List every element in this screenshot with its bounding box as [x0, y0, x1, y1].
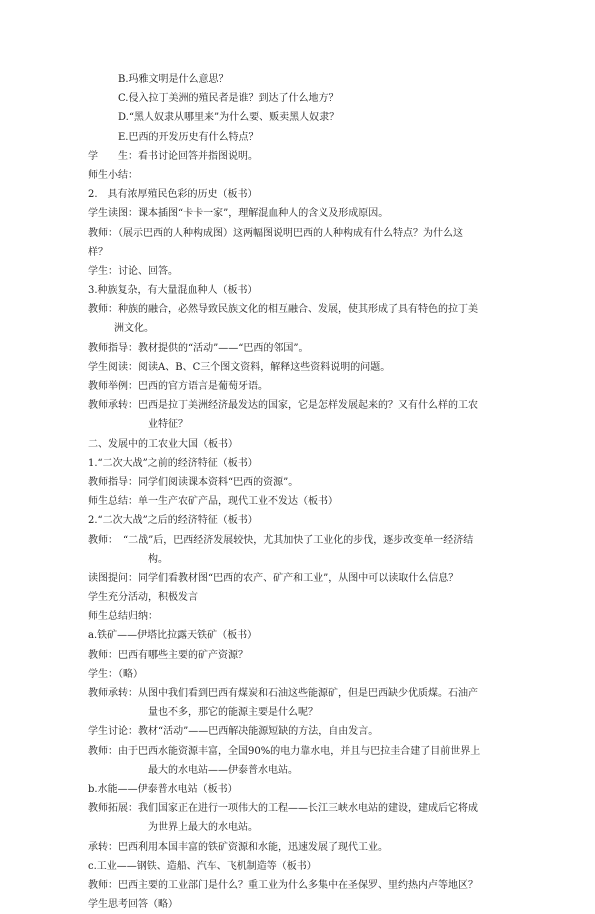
teacher-energy-transition: 教师承转：从图中我们看到巴西有煤炭和石油这些能源矿，但是巴西缺少优质煤。石油产 [88, 688, 478, 699]
teacher-culture-cont: 洲文化。 [114, 323, 154, 335]
student-participation: 学生充分活动，积极发言 [88, 592, 198, 604]
teacher-hydropower-cont: 最大的水电站——伊泰普水电站。 [148, 764, 298, 776]
student-omitted: 学生：（略） [88, 668, 143, 680]
map-reading-question: 读图提问：同学们看教材图“巴西的农产、矿产和工业”，从图中可以读取什么信息？ [88, 572, 459, 584]
heading-prewar-economy: 1.“二次大战”之前的经济特征（板书） [88, 457, 258, 469]
section-heading-economy: 二、发展中的工农业大国（板书） [88, 438, 238, 450]
heading-colonial-history: 2. 具有浓厚殖民色彩的历史（板书） [88, 189, 258, 201]
lesson-plan-text [88, 70, 508, 914]
student-reading: 学生阅读：阅读A、B、C三个图文资料，解释这些资料说明的问题。 [88, 361, 391, 373]
teacher-race-question: 教师：（展示巴西的人种构成图）这两幅图说明巴西的人种构成有什么特点？为什么这 [88, 227, 463, 239]
teacher-guide-resources: 教师指导：同学们阅读课本资料“巴西的资源”。 [88, 476, 299, 488]
summary-prewar: 师生总结：单一生产农矿产品，现代工业不发达（板书） [88, 496, 338, 508]
teacher-postwar: 教师： “二战”后，巴西经济发展较快，尤其加快了工业化的步伐，逐步改变单一经济结 [88, 534, 474, 546]
teacher-three-gorges: 教师拓展：我们国家正在进行一项伟大的工程——长江三峡水电站的建设，建成后它将成 [88, 803, 478, 815]
heading-iron-ore: a.铁矿——伊塔比拉露天铁矿（板书） [88, 630, 258, 642]
student-think-answer: 学生思考回答（略） [88, 899, 178, 911]
teacher-guide-neighbors: 教师指导：教材提供的“活动”——“巴西的邻国”。 [88, 342, 309, 354]
student-activity: 学 生：看书讨论回答并指图说明。 [88, 150, 258, 162]
summary-label-2: 师生总结归纳： [88, 611, 158, 623]
teacher-energy-transition-cont: 量也不多，那它的能源主要是什么呢？ [148, 707, 318, 719]
teacher-culture: 教师：种族的融合，必然导致民族文化的相互融合、发展，使其形成了具有特色的拉丁美 [88, 304, 478, 316]
teacher-mineral-question: 教师：巴西有哪些主要的矿产资源？ [88, 649, 248, 661]
transition-industry: 承转：巴西利用本国丰富的铁矿资源和水能，迅速发展了现代工业。 [88, 841, 388, 853]
question-b: B.玛雅文明是什么意思？ [118, 74, 229, 85]
teacher-postwar-cont: 构。 [148, 553, 168, 565]
heading-industry: c.工业——钢铁、造船、汽车、飞机制造等（板书） [88, 860, 317, 872]
teacher-industry-question: 教师：巴西主要的工业部门是什么？重工业为什么多集中在圣保罗、里约热内卢等地区？ [88, 879, 478, 891]
heading-hydropower: b.水能——伊泰普水电站（板书） [88, 783, 238, 795]
question-c: C.侵入拉丁美洲的殖民者是谁？到达了什么地方？ [118, 93, 339, 105]
student-read-figure: 学生读图：课本插图“卡卡一家”，理解混血种人的含义及形成原因。 [88, 208, 389, 220]
student-energy-discussion: 学生讨论：教材“活动”——巴西解决能源短缺的方法，自由发言。 [88, 726, 379, 738]
teacher-hydropower: 教师：由于巴西水能资源丰富，全国90%的电力靠水电，并且与巴拉圭合建了目前世界上 [88, 745, 481, 757]
teacher-transition-cont: 业特征？ [148, 419, 188, 431]
student-discuss: 学生：讨论、回答。 [88, 265, 178, 277]
teacher-example-language: 教师举例：巴西的官方语言是葡萄牙语。 [88, 381, 268, 392]
teacher-three-gorges-cont: 为世界上最大的水电站。 [148, 822, 258, 834]
heading-postwar-economy: 2.“二次大战”之后的经济特征（板书） [88, 515, 258, 527]
question-d: D.“黑人奴隶从哪里来”为什么要、贩卖黑人奴隶？ [118, 112, 340, 124]
question-e: E.巴西的开发历史有什么特点？ [118, 131, 259, 143]
teacher-transition: 教师承转：巴西是拉丁美洲经济最发达的国家，它是怎样发展起来的？又有什么样的工农 [88, 400, 478, 412]
teacher-race-question-cont: 样？ [88, 246, 108, 258]
heading-mixed-races: 3.种族复杂，有大量混血种人（板书） [88, 285, 258, 297]
summary-label: 师生小结： [88, 169, 138, 181]
